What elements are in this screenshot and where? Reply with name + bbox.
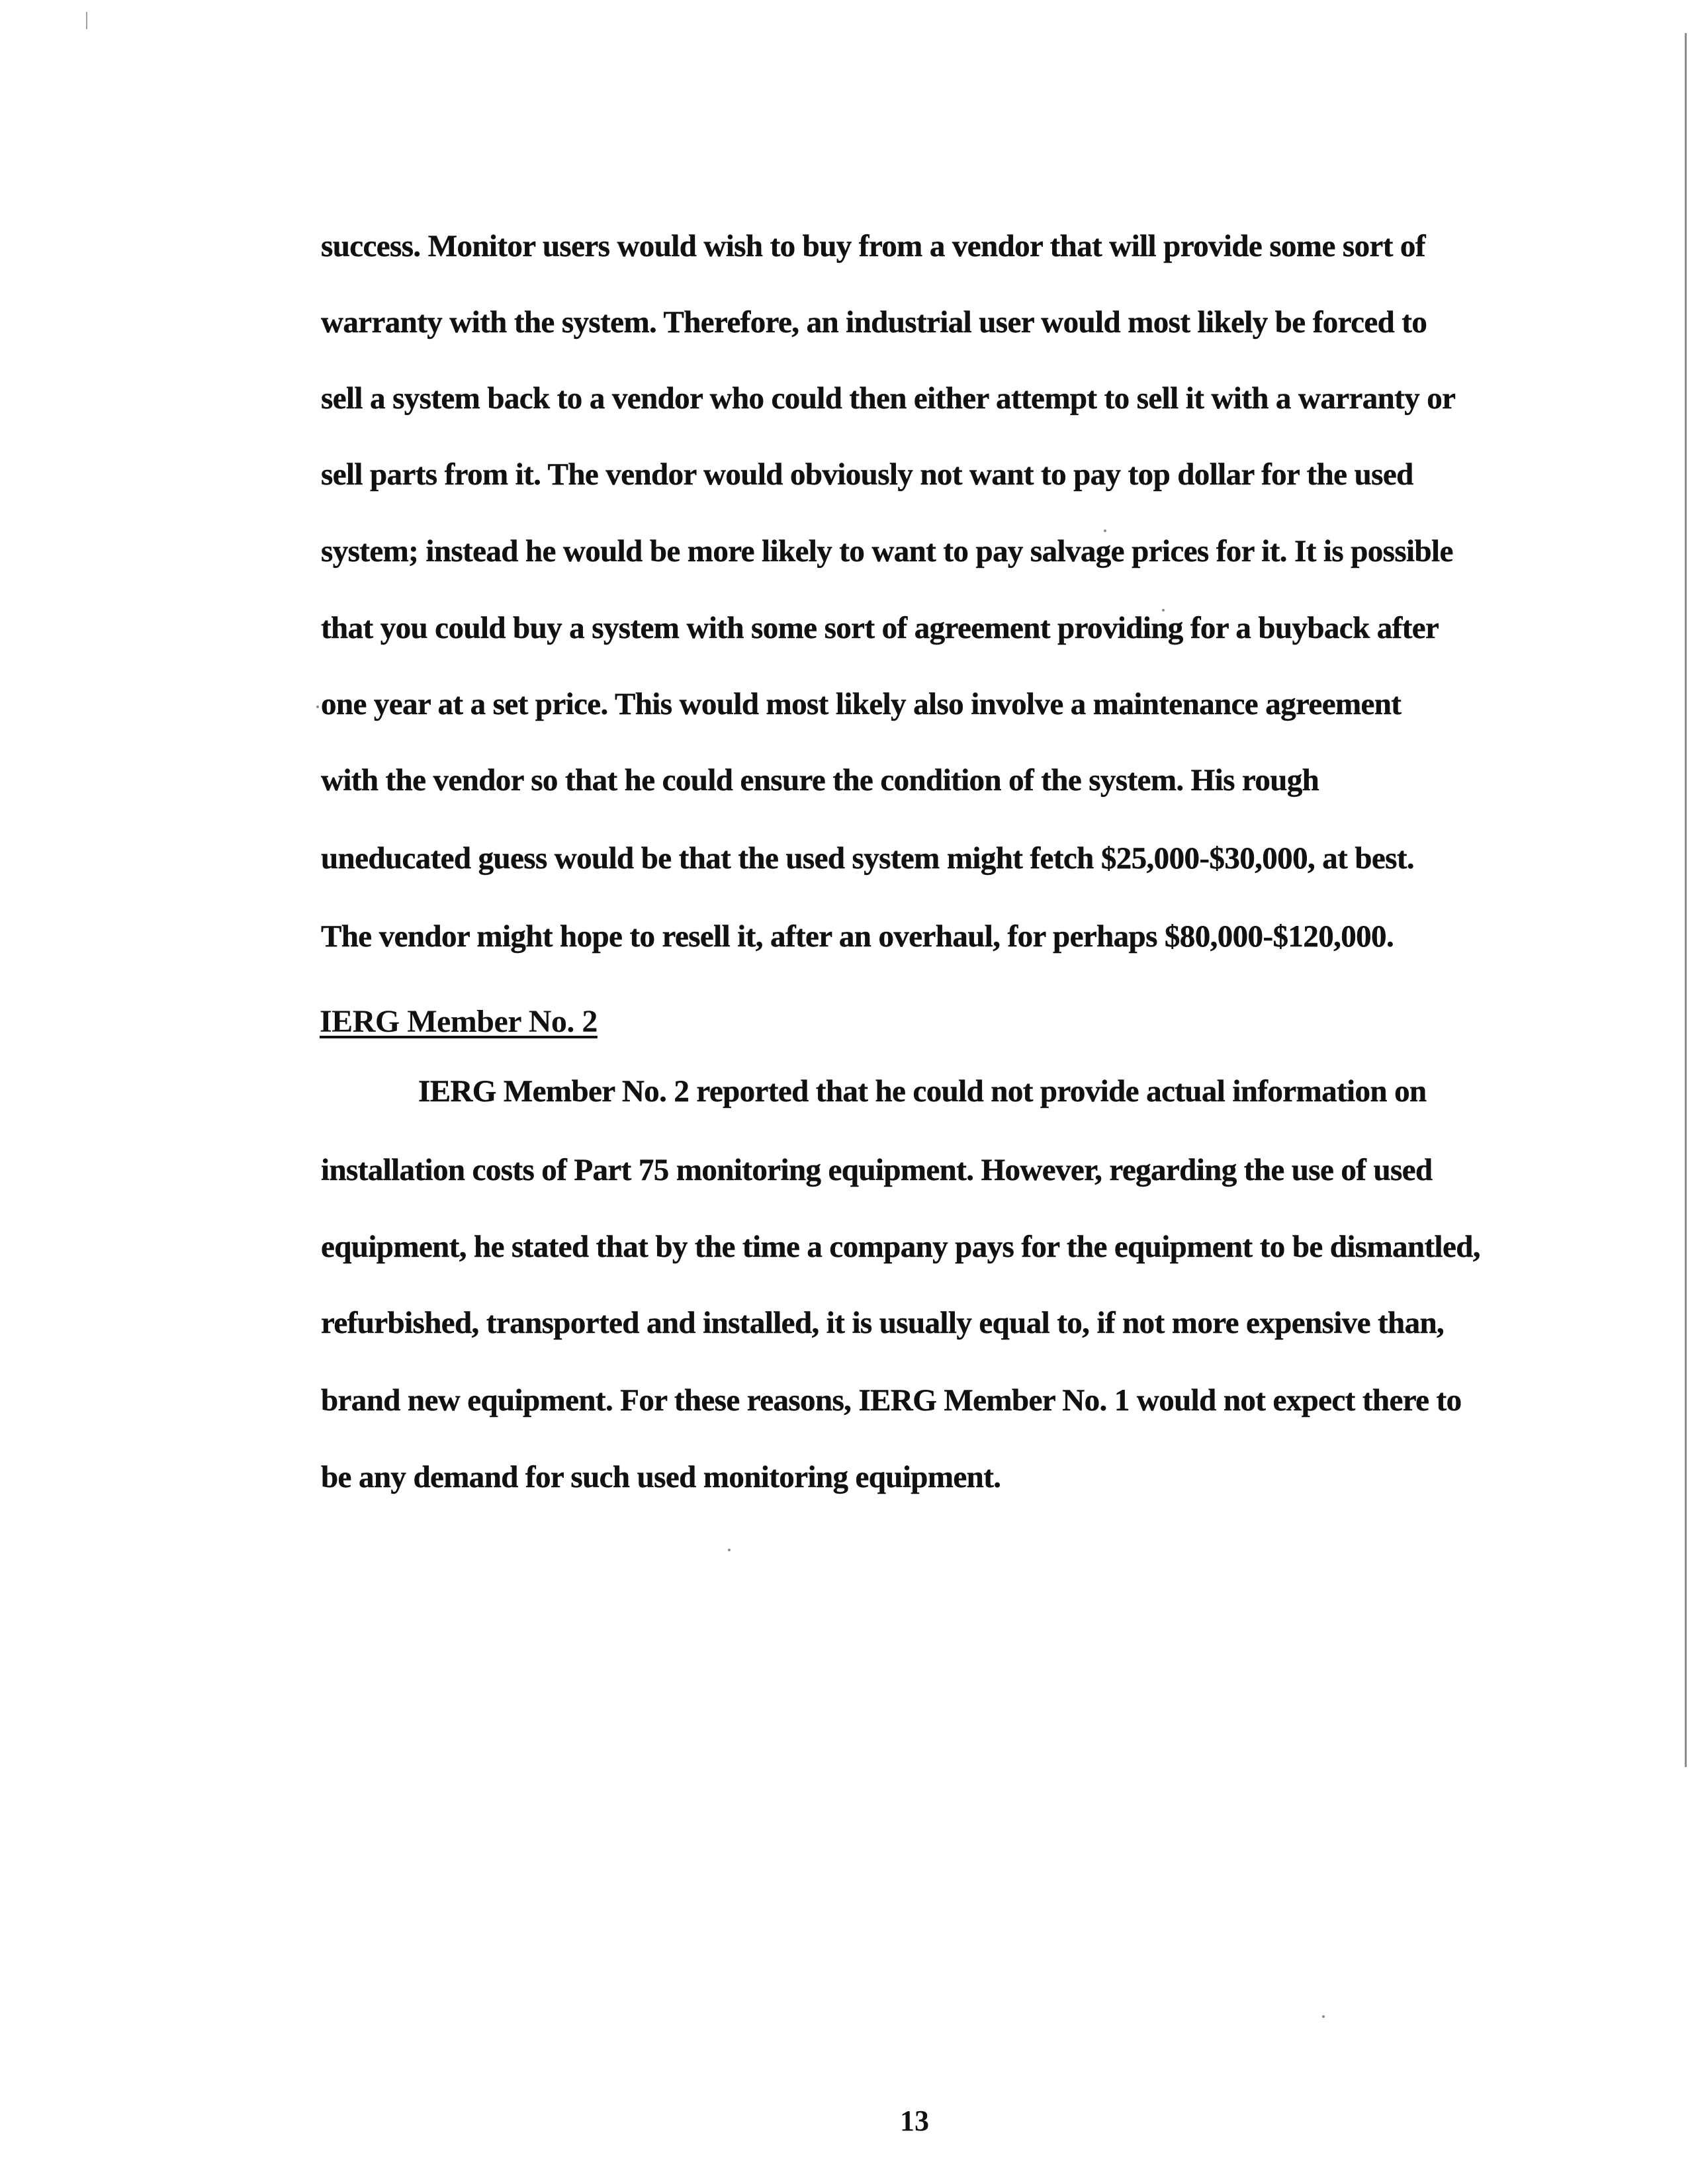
text-line: with the vendor so that he could ensure the condition of the system. His rough	[321, 763, 1319, 797]
text-line: uneducated guess would be that the used system might fetch $25,000-$30,000, at best.	[321, 841, 1415, 876]
scan-speck	[728, 1549, 731, 1551]
scan-mark	[86, 12, 87, 29]
text-line: equipment, he stated that by the time a company pays for the equipment to be dismantled,	[321, 1230, 1480, 1264]
scan-speck	[1104, 529, 1106, 532]
text-line: success. Monitor users would wish to buy from a vendor that will provide some sort of	[321, 229, 1425, 263]
scan-edge-line	[1685, 33, 1687, 1767]
page-number: 13	[900, 2105, 929, 2137]
scan-speck	[316, 705, 319, 708]
scan-speck	[1322, 2015, 1325, 2018]
text-line: brand new equipment. For these reasons, IERG Member No. 1 would not expect there to	[321, 1383, 1462, 1418]
text-line: The vendor might hope to resell it, after an overhaul, for perhaps $80,000-$120,000.	[321, 919, 1394, 954]
text-line: be any demand for such used monitoring equipment.	[321, 1460, 1001, 1494]
section-heading: IERG Member No. 2	[320, 1004, 598, 1039]
text-line: refurbished, transported and installed, it is usually equal to, if not more expensive than,	[321, 1306, 1445, 1340]
text-line: that you could buy a system with some sort of agreement providing for a buyback after	[321, 611, 1439, 645]
text-line: sell a system back to a vendor who could then either attempt to sell it with a warranty or	[321, 381, 1456, 416]
text-line: warranty with the system. Therefore, an industrial user would most likely be forced to	[321, 305, 1427, 340]
text-line: one year at a set price. This would most likely also involve a maintenance agreement	[321, 687, 1402, 721]
text-line: installation costs of Part 75 monitoring equipment. However, regarding the use of used	[321, 1153, 1433, 1187]
text-line: IERG Member No. 2 reported that he could not provide actual information on	[418, 1074, 1427, 1109]
text-line: system; instead he would be more likely to want to pay salvage prices for it. It is possible	[321, 534, 1453, 569]
text-line: sell parts from it. The vendor would obviously not want to pay top dollar for the used	[321, 457, 1413, 492]
